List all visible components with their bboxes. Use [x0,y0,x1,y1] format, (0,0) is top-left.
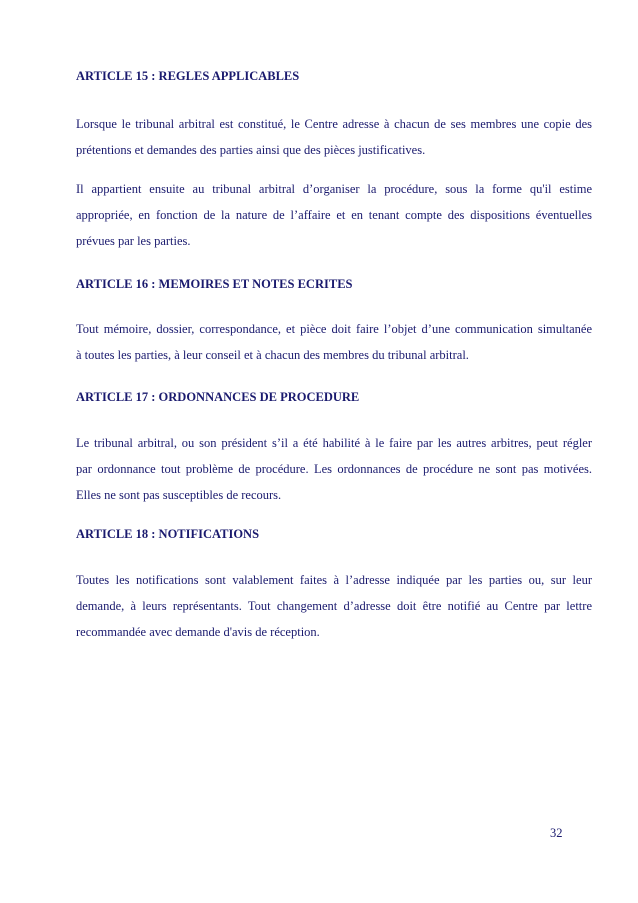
document-page [76,0,592,903]
article-16-p1-line-2: à toutes les parties, à leur conseil et à chacun des membres du tribunal arbitral. [76,348,469,362]
article-18-paragraph-1 [76,567,592,645]
page-number: 32 [550,826,563,840]
article-15-p2-line-2: appropriée, en fonction de la nature de l’affaire et en tenant compte des dispositions éventuelles [76,208,592,222]
article-18-p1-line-2: demande, à leurs représentants. Tout changement d’adresse doit être notifié au Centre par lettre [76,599,592,613]
article-16-paragraph-1 [76,316,592,368]
article-15-p1-line-1: Lorsque le tribunal arbitral est constitué, le Centre adresse à chacun de ses membres une copie des [76,117,592,131]
article-15-paragraph-1 [76,111,592,163]
article-17-heading: ARTICLE 17 : ORDONNANCES DE PROCEDURE [76,390,360,404]
article-15-p2-line-3: prévues par les parties. [76,234,191,248]
article-18-p1-line-1: Toutes les notifications sont valablement faites à l’adresse indiquée par les parties ou, sur leur [76,573,592,587]
article-16-p1-line-1: Tout mémoire, dossier, correspondance, et pièce doit faire l’objet d’une communication simultanée [76,322,592,336]
article-18-p1-line-3: recommandée avec demande d'avis de réception. [76,625,320,639]
article-17-p1-line-2: par ordonnance tout problème de procédure. Les ordonnances de procédure ne sont pas motivées. [76,462,592,476]
article-18-heading: ARTICLE 18 : NOTIFICATIONS [76,527,260,541]
article-15-heading: ARTICLE 15 : REGLES APPLICABLES [76,69,300,83]
article-17-p1-line-1: Le tribunal arbitral, ou son président s’il a été habilité à le faire par les autres arbitres, peut régler [76,436,592,450]
article-15-p1-line-2: prétentions et demandes des parties ainsi que des pièces justificatives. [76,143,426,157]
article-15-p2-line-1: Il appartient ensuite au tribunal arbitral d’organiser la procédure, sous la forme qu'il estime [76,182,592,196]
article-15-paragraph-2 [76,176,592,254]
article-17-p1-line-3: Elles ne sont pas susceptibles de recours. [76,488,282,502]
article-17-paragraph-1 [76,430,592,508]
article-16-heading: ARTICLE 16 : MEMOIRES ET NOTES ECRITES [76,277,353,291]
